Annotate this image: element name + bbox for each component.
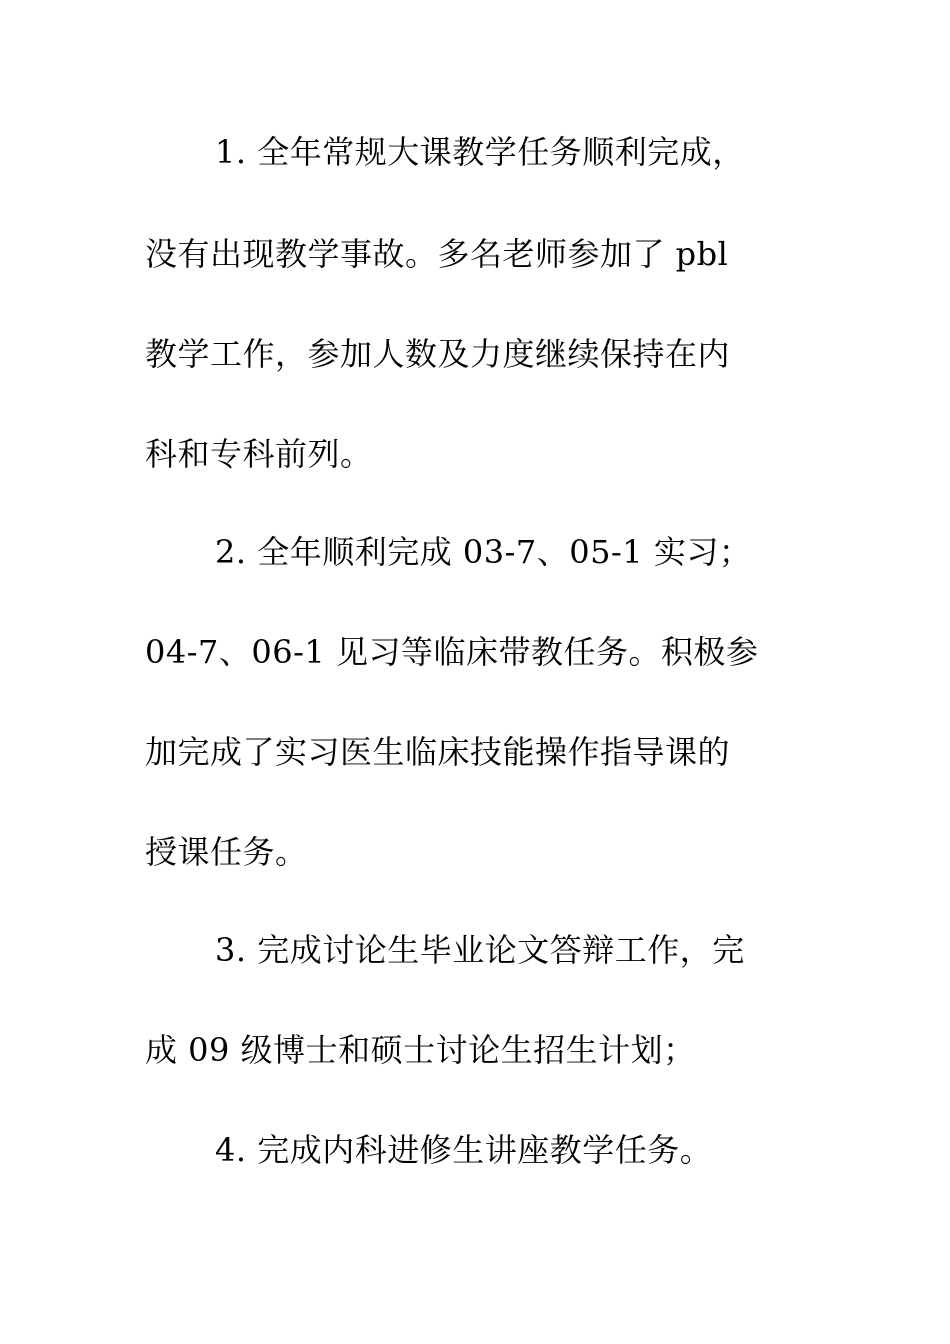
paragraph-3-line-2: 成 09 级博士和硕士讨论生招生计划； xyxy=(145,1031,696,1069)
paragraph-3-line-1: 3. 完成讨论生毕业论文答辩工作，完 xyxy=(215,931,745,969)
paragraph-2-line-1: 2. 全年顺利完成 03-7、05-1 实习； xyxy=(215,533,752,571)
paragraph-1-line-1: 1. 全年常规大课教学任务顺利完成， xyxy=(215,133,745,171)
paragraph-2-line-2: 04-7、06-1 见习等临床带教任务。积极参 xyxy=(145,633,759,671)
paragraph-1-line-4: 科和专科前列。 xyxy=(145,435,373,473)
paragraph-4-line-1: 4. 完成内科进修生讲座教学任务。 xyxy=(215,1131,713,1169)
paragraph-2-line-4: 授课任务。 xyxy=(145,833,308,871)
paragraph-2-line-3: 加完成了实习医生临床技能操作指导课的 xyxy=(145,733,731,771)
paragraph-1-line-2: 没有出现教学事故。多名老师参加了 pbl xyxy=(145,235,729,273)
paragraph-1-line-3: 教学工作，参加人数及力度继续保持在内 xyxy=(145,335,731,373)
